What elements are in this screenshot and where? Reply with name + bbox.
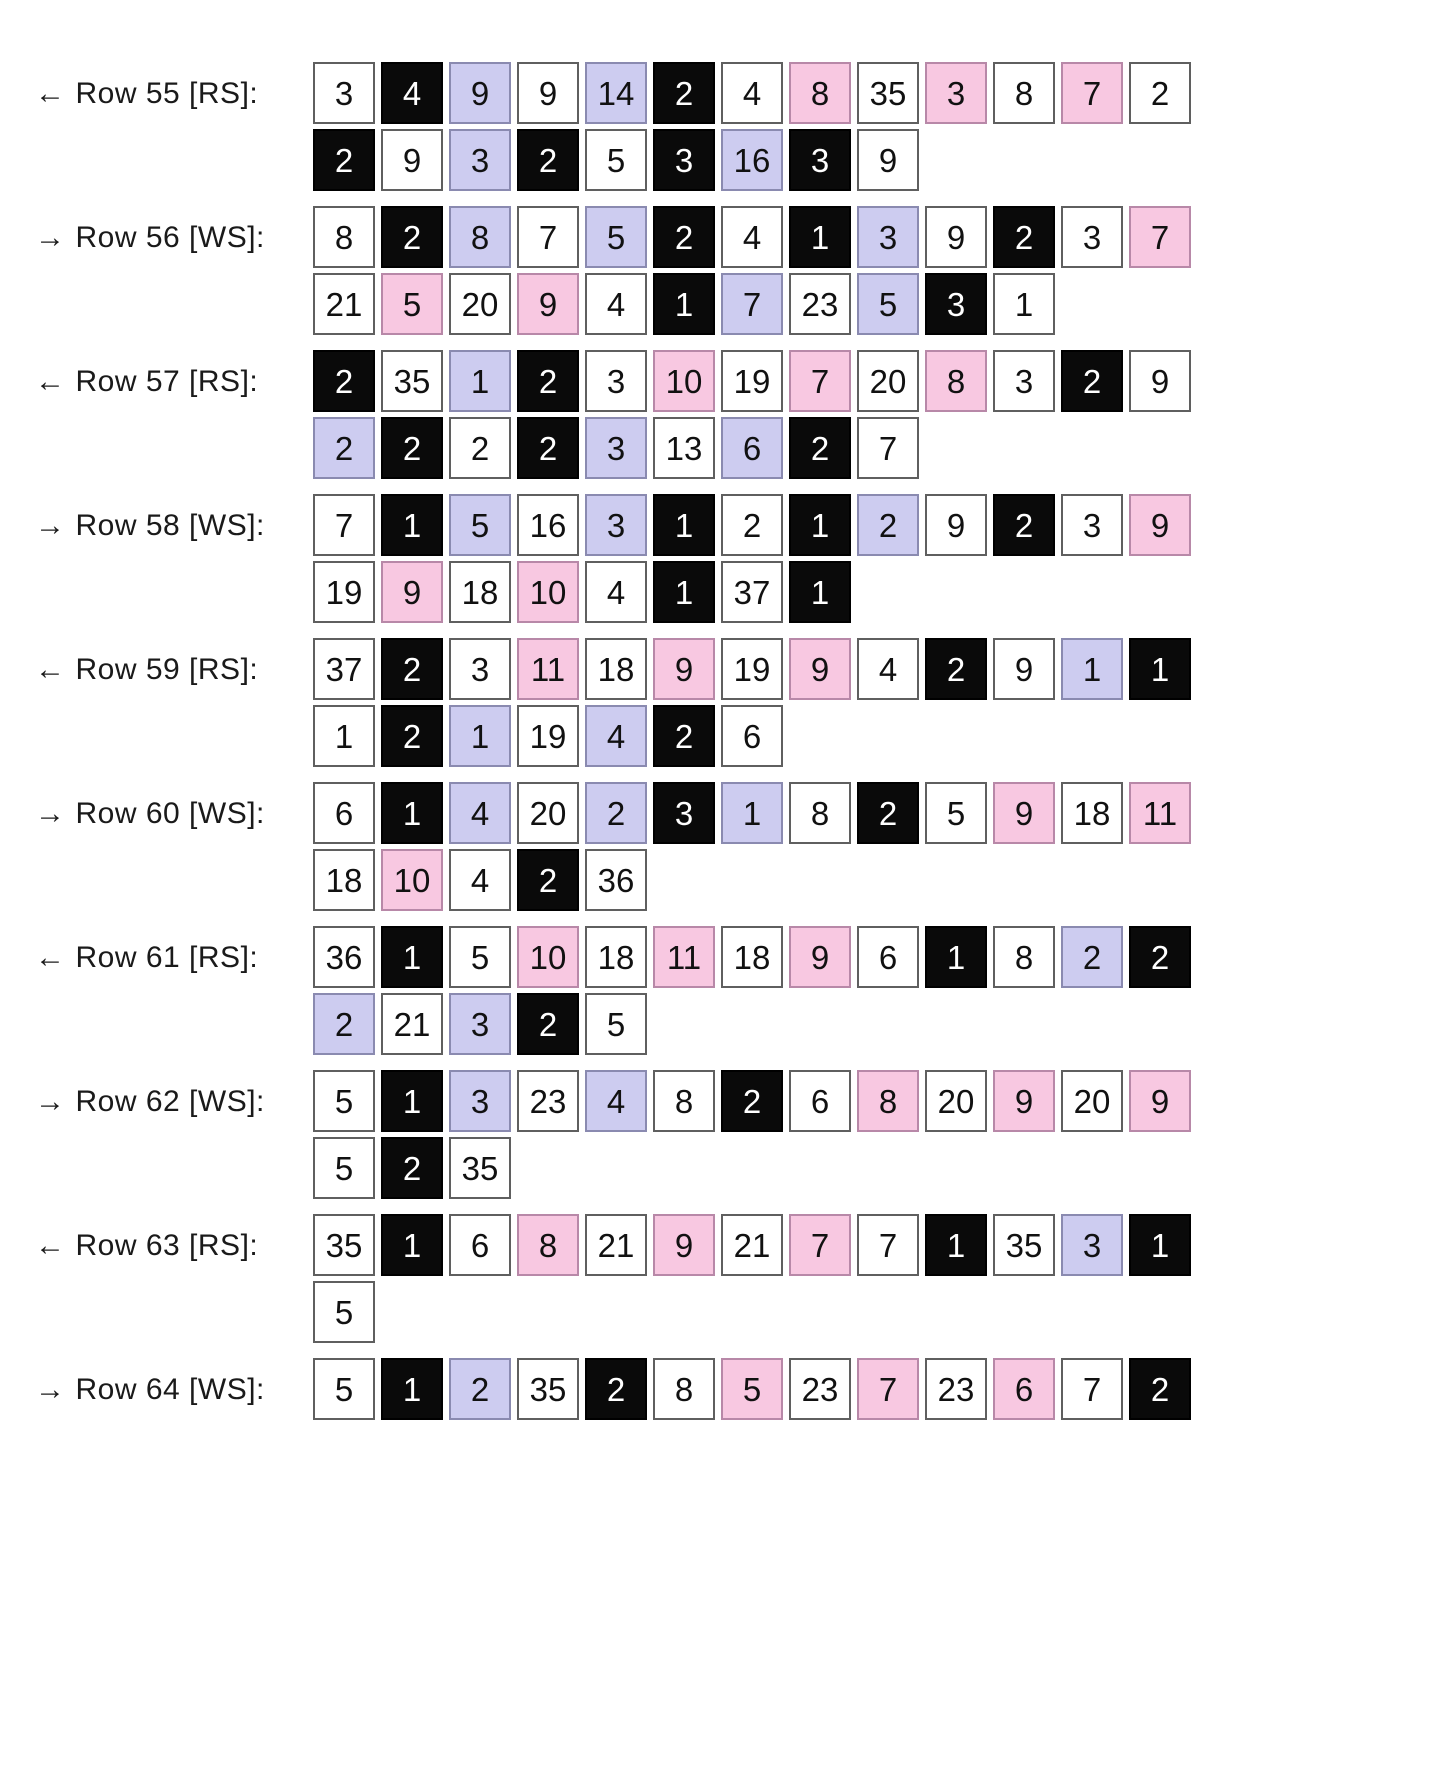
grid-cell: 10 <box>381 849 443 911</box>
grid-cell: 16 <box>721 129 783 191</box>
row-label-text: Row 56 [WS]: <box>75 221 265 254</box>
grid-cell: 4 <box>721 206 783 268</box>
grid-cell: 5 <box>313 1137 375 1199</box>
grid-cell: 14 <box>585 62 647 124</box>
grid-cell: 9 <box>517 62 579 124</box>
grid-cell: 9 <box>653 638 715 700</box>
grid-cell: 9 <box>381 129 443 191</box>
grid-cell: 20 <box>925 1070 987 1132</box>
grid-cell: 7 <box>789 1214 851 1276</box>
row-label-text: Row 55 [RS]: <box>75 77 259 110</box>
row-label <box>0 1358 313 1422</box>
row-label-text: Row 61 [RS]: <box>75 941 259 974</box>
grid-cell: 2 <box>517 350 579 412</box>
grid-cell: 23 <box>789 273 851 335</box>
grid-cell: 16 <box>517 494 579 556</box>
grid-cell: 3 <box>449 129 511 191</box>
grid-cell: 5 <box>449 494 511 556</box>
grid-cell: 8 <box>857 1070 919 1132</box>
grid-cell: 2 <box>381 1137 443 1199</box>
grid-cell: 3 <box>1061 494 1123 556</box>
grid-cell: 3 <box>1061 1214 1123 1276</box>
grid-cell: 9 <box>993 1070 1055 1132</box>
row-label <box>0 206 313 270</box>
grid-cell: 2 <box>517 849 579 911</box>
grid-cell: 4 <box>449 849 511 911</box>
grid-cell: 1 <box>721 782 783 844</box>
grid-cell: 2 <box>381 417 443 479</box>
grid-cell: 7 <box>313 494 375 556</box>
chart-row <box>0 1214 1453 1343</box>
grid-cell: 6 <box>721 417 783 479</box>
grid-cell: 2 <box>313 350 375 412</box>
grid-cell: 2 <box>449 1358 511 1420</box>
grid-cell: 7 <box>789 350 851 412</box>
chart-row <box>0 1358 1453 1422</box>
grid-cell: 5 <box>381 273 443 335</box>
grid-cell: 1 <box>925 1214 987 1276</box>
grid-cell: 8 <box>789 62 851 124</box>
row-label <box>0 782 313 846</box>
grid-cell: 19 <box>721 638 783 700</box>
row-cells <box>313 350 1203 479</box>
grid-cell: 8 <box>789 782 851 844</box>
row-cells <box>313 62 1203 191</box>
grid-cell: 7 <box>721 273 783 335</box>
left-arrow-icon: ← <box>35 77 66 110</box>
grid-cell: 1 <box>381 782 443 844</box>
grid-cell: 1 <box>653 494 715 556</box>
row-cells <box>313 1070 1203 1199</box>
grid-cell: 10 <box>653 350 715 412</box>
grid-cell: 4 <box>585 561 647 623</box>
chart-row <box>0 206 1453 335</box>
grid-cell: 7 <box>517 206 579 268</box>
grid-cell: 8 <box>449 206 511 268</box>
grid-cell: 8 <box>993 926 1055 988</box>
grid-cell: 3 <box>925 273 987 335</box>
grid-cell: 7 <box>1061 62 1123 124</box>
grid-cell: 1 <box>381 1214 443 1276</box>
grid-cell: 21 <box>381 993 443 1055</box>
row-label-text: Row 58 [WS]: <box>75 509 265 542</box>
grid-cell: 1 <box>381 1070 443 1132</box>
grid-cell: 5 <box>721 1358 783 1420</box>
grid-cell: 21 <box>313 273 375 335</box>
grid-cell: 7 <box>857 1358 919 1420</box>
grid-cell: 35 <box>313 1214 375 1276</box>
grid-cell: 2 <box>1061 350 1123 412</box>
grid-cell: 2 <box>381 705 443 767</box>
row-cells <box>313 206 1203 335</box>
grid-cell: 1 <box>653 273 715 335</box>
right-arrow-icon: → <box>35 509 66 542</box>
grid-cell: 2 <box>517 993 579 1055</box>
grid-cell: 9 <box>653 1214 715 1276</box>
grid-cell: 20 <box>1061 1070 1123 1132</box>
grid-cell: 11 <box>517 638 579 700</box>
grid-cell: 2 <box>993 206 1055 268</box>
grid-cell: 5 <box>585 993 647 1055</box>
grid-cell: 3 <box>585 350 647 412</box>
row-cells <box>313 926 1203 1055</box>
grid-cell: 35 <box>857 62 919 124</box>
grid-cell: 8 <box>313 206 375 268</box>
grid-cell: 5 <box>585 129 647 191</box>
grid-cell: 1 <box>1129 638 1191 700</box>
row-label <box>0 350 313 414</box>
grid-cell: 6 <box>857 926 919 988</box>
grid-cell: 9 <box>1129 350 1191 412</box>
grid-cell: 2 <box>653 206 715 268</box>
grid-cell: 4 <box>449 782 511 844</box>
grid-cell: 2 <box>789 417 851 479</box>
chart-row <box>0 926 1453 1055</box>
chart-row <box>0 782 1453 911</box>
grid-cell: 2 <box>1061 926 1123 988</box>
grid-cell: 5 <box>857 273 919 335</box>
grid-cell: 1 <box>313 705 375 767</box>
grid-cell: 6 <box>313 782 375 844</box>
grid-cell: 10 <box>517 561 579 623</box>
row-label-text: Row 63 [RS]: <box>75 1229 259 1262</box>
grid-cell: 1 <box>925 926 987 988</box>
row-label-text: Row 59 [RS]: <box>75 653 259 686</box>
grid-cell: 35 <box>517 1358 579 1420</box>
grid-cell: 2 <box>653 62 715 124</box>
right-arrow-icon: → <box>35 797 66 830</box>
grid-cell: 2 <box>585 1358 647 1420</box>
chart-row <box>0 638 1453 767</box>
grid-cell: 2 <box>857 494 919 556</box>
grid-cell: 9 <box>789 638 851 700</box>
row-label <box>0 1214 313 1278</box>
grid-cell: 2 <box>313 417 375 479</box>
grid-cell: 3 <box>789 129 851 191</box>
grid-cell: 1 <box>381 494 443 556</box>
grid-cell: 37 <box>313 638 375 700</box>
grid-cell: 19 <box>721 350 783 412</box>
grid-cell: 2 <box>585 782 647 844</box>
grid-cell: 7 <box>857 417 919 479</box>
grid-cell: 3 <box>313 62 375 124</box>
row-label-text: Row 62 [WS]: <box>75 1085 265 1118</box>
grid-cell: 21 <box>721 1214 783 1276</box>
grid-cell: 4 <box>857 638 919 700</box>
right-arrow-icon: → <box>35 1373 66 1406</box>
grid-cell: 1 <box>789 206 851 268</box>
grid-cell: 3 <box>653 129 715 191</box>
grid-cell: 6 <box>789 1070 851 1132</box>
row-label <box>0 494 313 558</box>
grid-cell: 2 <box>1129 926 1191 988</box>
grid-cell: 36 <box>585 849 647 911</box>
left-arrow-icon: ← <box>35 941 66 974</box>
grid-cell: 5 <box>313 1358 375 1420</box>
grid-cell: 18 <box>449 561 511 623</box>
grid-cell: 2 <box>721 1070 783 1132</box>
grid-cell: 9 <box>1129 1070 1191 1132</box>
row-cells <box>313 494 1203 623</box>
grid-cell: 2 <box>449 417 511 479</box>
grid-cell: 1 <box>449 705 511 767</box>
grid-cell: 35 <box>993 1214 1055 1276</box>
grid-cell: 9 <box>993 638 1055 700</box>
grid-cell: 36 <box>313 926 375 988</box>
grid-cell: 5 <box>313 1281 375 1343</box>
grid-cell: 7 <box>1061 1358 1123 1420</box>
grid-cell: 8 <box>925 350 987 412</box>
grid-cell: 2 <box>313 129 375 191</box>
row-cells <box>313 1214 1203 1343</box>
grid-cell: 2 <box>1129 62 1191 124</box>
grid-cell: 18 <box>585 638 647 700</box>
grid-cell: 5 <box>585 206 647 268</box>
grid-cell: 18 <box>585 926 647 988</box>
left-arrow-icon: ← <box>35 1229 66 1262</box>
grid-cell: 19 <box>313 561 375 623</box>
grid-cell: 3 <box>993 350 1055 412</box>
chart-row <box>0 62 1453 191</box>
grid-cell: 2 <box>653 705 715 767</box>
grid-cell: 9 <box>449 62 511 124</box>
row-cells <box>313 1358 1203 1420</box>
grid-cell: 8 <box>993 62 1055 124</box>
grid-cell: 10 <box>517 926 579 988</box>
grid-cell: 7 <box>1129 206 1191 268</box>
grid-cell: 20 <box>449 273 511 335</box>
grid-cell: 4 <box>585 1070 647 1132</box>
grid-cell: 1 <box>1129 1214 1191 1276</box>
grid-cell: 1 <box>381 926 443 988</box>
grid-cell: 2 <box>381 206 443 268</box>
grid-cell: 5 <box>313 1070 375 1132</box>
grid-cell: 9 <box>993 782 1055 844</box>
grid-cell: 2 <box>381 638 443 700</box>
grid-cell: 1 <box>1061 638 1123 700</box>
grid-cell: 9 <box>857 129 919 191</box>
grid-cell: 2 <box>721 494 783 556</box>
grid-cell: 37 <box>721 561 783 623</box>
grid-cell: 8 <box>653 1070 715 1132</box>
grid-cell: 3 <box>449 993 511 1055</box>
grid-cell: 6 <box>449 1214 511 1276</box>
grid-cell: 9 <box>789 926 851 988</box>
grid-cell: 6 <box>993 1358 1055 1420</box>
grid-cell: 2 <box>993 494 1055 556</box>
grid-cell: 7 <box>857 1214 919 1276</box>
row-label-text: Row 57 [RS]: <box>75 365 259 398</box>
grid-cell: 3 <box>449 1070 511 1132</box>
row-label <box>0 62 313 126</box>
grid-cell: 1 <box>381 1358 443 1420</box>
grid-cell: 9 <box>517 273 579 335</box>
grid-cell: 1 <box>789 561 851 623</box>
chart-row <box>0 1070 1453 1199</box>
row-label <box>0 926 313 990</box>
right-arrow-icon: → <box>35 1085 66 1118</box>
grid-cell: 4 <box>585 705 647 767</box>
grid-cell: 6 <box>721 705 783 767</box>
grid-cell: 5 <box>449 926 511 988</box>
grid-cell: 3 <box>449 638 511 700</box>
row-cells <box>313 782 1203 911</box>
grid-cell: 19 <box>517 705 579 767</box>
grid-cell: 35 <box>381 350 443 412</box>
grid-cell: 9 <box>1129 494 1191 556</box>
chart-row <box>0 494 1453 623</box>
grid-cell: 35 <box>449 1137 511 1199</box>
grid-cell: 2 <box>517 417 579 479</box>
grid-cell: 20 <box>857 350 919 412</box>
grid-cell: 18 <box>1061 782 1123 844</box>
grid-cell: 3 <box>653 782 715 844</box>
grid-cell: 23 <box>789 1358 851 1420</box>
grid-cell: 11 <box>653 926 715 988</box>
grid-cell: 5 <box>925 782 987 844</box>
grid-cell: 11 <box>1129 782 1191 844</box>
row-cells <box>313 638 1203 767</box>
grid-cell: 4 <box>585 273 647 335</box>
grid-cell: 2 <box>925 638 987 700</box>
grid-cell: 9 <box>925 494 987 556</box>
grid-cell: 3 <box>925 62 987 124</box>
grid-cell: 9 <box>925 206 987 268</box>
grid-cell: 4 <box>721 62 783 124</box>
row-label <box>0 1070 313 1134</box>
grid-cell: 1 <box>993 273 1055 335</box>
grid-cell: 18 <box>313 849 375 911</box>
left-arrow-icon: ← <box>35 653 66 686</box>
grid-cell: 4 <box>381 62 443 124</box>
grid-cell: 18 <box>721 926 783 988</box>
grid-cell: 8 <box>517 1214 579 1276</box>
grid-cell: 2 <box>857 782 919 844</box>
right-arrow-icon: → <box>35 221 66 254</box>
row-label-text: Row 60 [WS]: <box>75 797 265 830</box>
grid-cell: 2 <box>517 129 579 191</box>
grid-cell: 20 <box>517 782 579 844</box>
grid-cell: 2 <box>1129 1358 1191 1420</box>
grid-cell: 1 <box>449 350 511 412</box>
grid-cell: 23 <box>517 1070 579 1132</box>
chart-row <box>0 350 1453 479</box>
row-label-text: Row 64 [WS]: <box>75 1373 265 1406</box>
grid-cell: 23 <box>925 1358 987 1420</box>
grid-cell: 21 <box>585 1214 647 1276</box>
left-arrow-icon: ← <box>35 365 66 398</box>
grid-cell: 9 <box>381 561 443 623</box>
grid-cell: 3 <box>585 417 647 479</box>
grid-cell: 3 <box>857 206 919 268</box>
grid-cell: 2 <box>313 993 375 1055</box>
grid-cell: 1 <box>789 494 851 556</box>
grid-cell: 3 <box>585 494 647 556</box>
grid-cell: 13 <box>653 417 715 479</box>
grid-cell: 3 <box>1061 206 1123 268</box>
grid-cell: 1 <box>653 561 715 623</box>
row-label <box>0 638 313 702</box>
grid-cell: 8 <box>653 1358 715 1420</box>
